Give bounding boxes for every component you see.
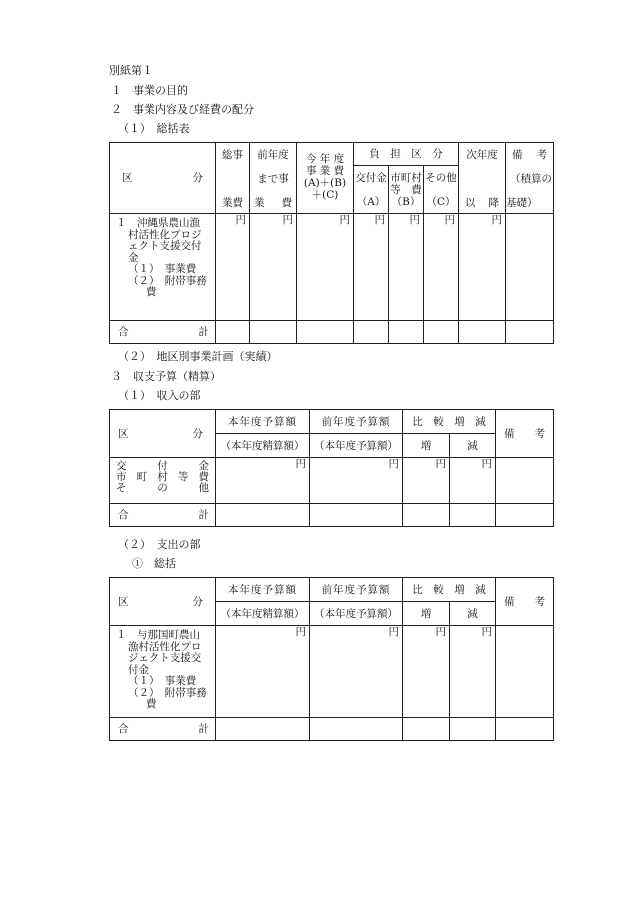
summary-cell-total: 円 xyxy=(216,214,250,321)
expense-header-budget: 本年度予算額 xyxy=(216,578,310,602)
section-3-2-heading: （２） 支出の部 xyxy=(118,538,201,551)
summary-cell-burden-b: 円 xyxy=(389,214,424,321)
expense-table xyxy=(109,577,554,741)
summary-total-cell xyxy=(459,321,506,344)
income-total-cell xyxy=(403,504,450,527)
section-2-1-heading: （１） 総括表 xyxy=(118,122,190,135)
summary-header-remarks: 備 考 （積算の 基礎） xyxy=(506,143,554,214)
summary-cell-burden-c: 円 xyxy=(424,214,459,321)
income-header-budget-sub: （本年度精算額） xyxy=(216,434,310,458)
income-header-kubun: 区 分 xyxy=(110,410,216,458)
summary-header-total: 総事 業費 xyxy=(216,143,250,214)
expense-header-compare: 比 較 増 減 xyxy=(403,578,496,602)
income-header-remarks: 備 考 xyxy=(496,410,554,458)
summary-total-cell xyxy=(216,321,250,344)
summary-cell-prev: 円 xyxy=(250,214,297,321)
expense-row-item: １ 与那国町農山 漁村活性化プロ ジェクト支援交 付金 （１） 事業費 （２） 附帯事務 費 xyxy=(110,626,216,718)
expense-header-kubun: 区 分 xyxy=(110,578,216,626)
income-total-cell xyxy=(310,504,403,527)
expense-header-increase: 増 xyxy=(403,602,450,626)
summary-total-cell xyxy=(250,321,297,344)
summary-header-prev: 前年度 まで事 業 費 xyxy=(250,143,297,214)
income-cell-budget: 円 xyxy=(216,458,310,504)
expense-header-prev-sub: （本年度予算額） xyxy=(310,602,403,626)
summary-total-cell xyxy=(389,321,424,344)
income-cell-prev: 円 xyxy=(310,458,403,504)
summary-total-cell xyxy=(297,321,354,344)
summary-total-cell xyxy=(506,321,554,344)
income-cell-increase: 円 xyxy=(403,458,450,504)
income-cell-decrease: 円 xyxy=(450,458,496,504)
expense-total-cell xyxy=(216,718,310,741)
expense-total-cell xyxy=(310,718,403,741)
expense-header-budget-sub: （本年度精算額） xyxy=(216,602,310,626)
section-1-heading: １ 事業の目的 xyxy=(111,84,188,97)
summary-total-cell xyxy=(354,321,389,344)
section-3-heading: ３ 収支予算（精算） xyxy=(111,370,221,383)
summary-total-label: 合 計 xyxy=(110,321,216,344)
expense-total-cell xyxy=(450,718,496,741)
summary-cell-remarks xyxy=(506,214,554,321)
summary-header-burden-c: その他 （C） xyxy=(424,166,459,214)
expense-total-label: 合 計 xyxy=(110,718,216,741)
section-2-heading: ２ 事業内容及び経費の配分 xyxy=(111,103,254,116)
income-header-prev-sub: （本年度予算額） xyxy=(310,434,403,458)
summary-cell-burden-a: 円 xyxy=(354,214,389,321)
summary-header-burden-b: 市町村 等 費 （B） xyxy=(389,166,424,214)
income-header-prev: 前年度予算額 xyxy=(310,410,403,434)
summary-header-this-year: 今 年 度 事 業 費 (A)＋(B) ＋(C) xyxy=(297,143,354,214)
expense-total-cell xyxy=(496,718,554,741)
summary-total-cell xyxy=(424,321,459,344)
summary-cell-next-year: 円 xyxy=(459,214,506,321)
expense-header-decrease: 減 xyxy=(450,602,496,626)
expense-total-cell xyxy=(403,718,450,741)
expense-cell-increase: 円 xyxy=(403,626,450,718)
summary-header-kubun: 区 分 xyxy=(110,143,216,214)
expense-cell-remarks xyxy=(496,626,554,718)
income-row-items: 交 付 金 市 町 村 等 費 そ の 他 xyxy=(110,458,216,504)
summary-cell-this-year: 円 xyxy=(297,214,354,321)
income-total-cell xyxy=(216,504,310,527)
income-total-cell xyxy=(496,504,554,527)
section-3-1-heading: （１） 収入の部 xyxy=(118,389,201,402)
income-header-compare: 比 較 増 減 xyxy=(403,410,496,434)
income-header-decrease: 減 xyxy=(450,434,496,458)
summary-table xyxy=(109,142,554,344)
expense-header-remarks: 備 考 xyxy=(496,578,554,626)
income-header-increase: 増 xyxy=(403,434,450,458)
summary-header-burden-a: 交付金 （A） xyxy=(354,166,389,214)
section-3-2-1-heading: ① 総括 xyxy=(132,557,176,570)
summary-header-burden: 負 担 区 分 xyxy=(354,143,459,166)
expense-header-prev: 前年度予算額 xyxy=(310,578,403,602)
income-table xyxy=(109,409,554,527)
summary-row-item: １ 沖縄県農山漁 村活性化プロジ ェクト支援交付 金 （１） 事業費 （２） 附帯事務 費 xyxy=(110,214,216,321)
income-header-budget: 本年度予算額 xyxy=(216,410,310,434)
attachment-label: 別紙第１ xyxy=(109,64,153,77)
summary-header-next-year: 次年度 以 降 xyxy=(459,143,506,214)
income-total-cell xyxy=(450,504,496,527)
income-cell-remarks xyxy=(496,458,554,504)
income-total-label: 合 計 xyxy=(110,504,216,527)
expense-cell-decrease: 円 xyxy=(450,626,496,718)
expense-cell-budget: 円 xyxy=(216,626,310,718)
expense-cell-prev: 円 xyxy=(310,626,403,718)
section-2-2-heading: （２） 地区別事業計画（実績） xyxy=(118,350,278,363)
